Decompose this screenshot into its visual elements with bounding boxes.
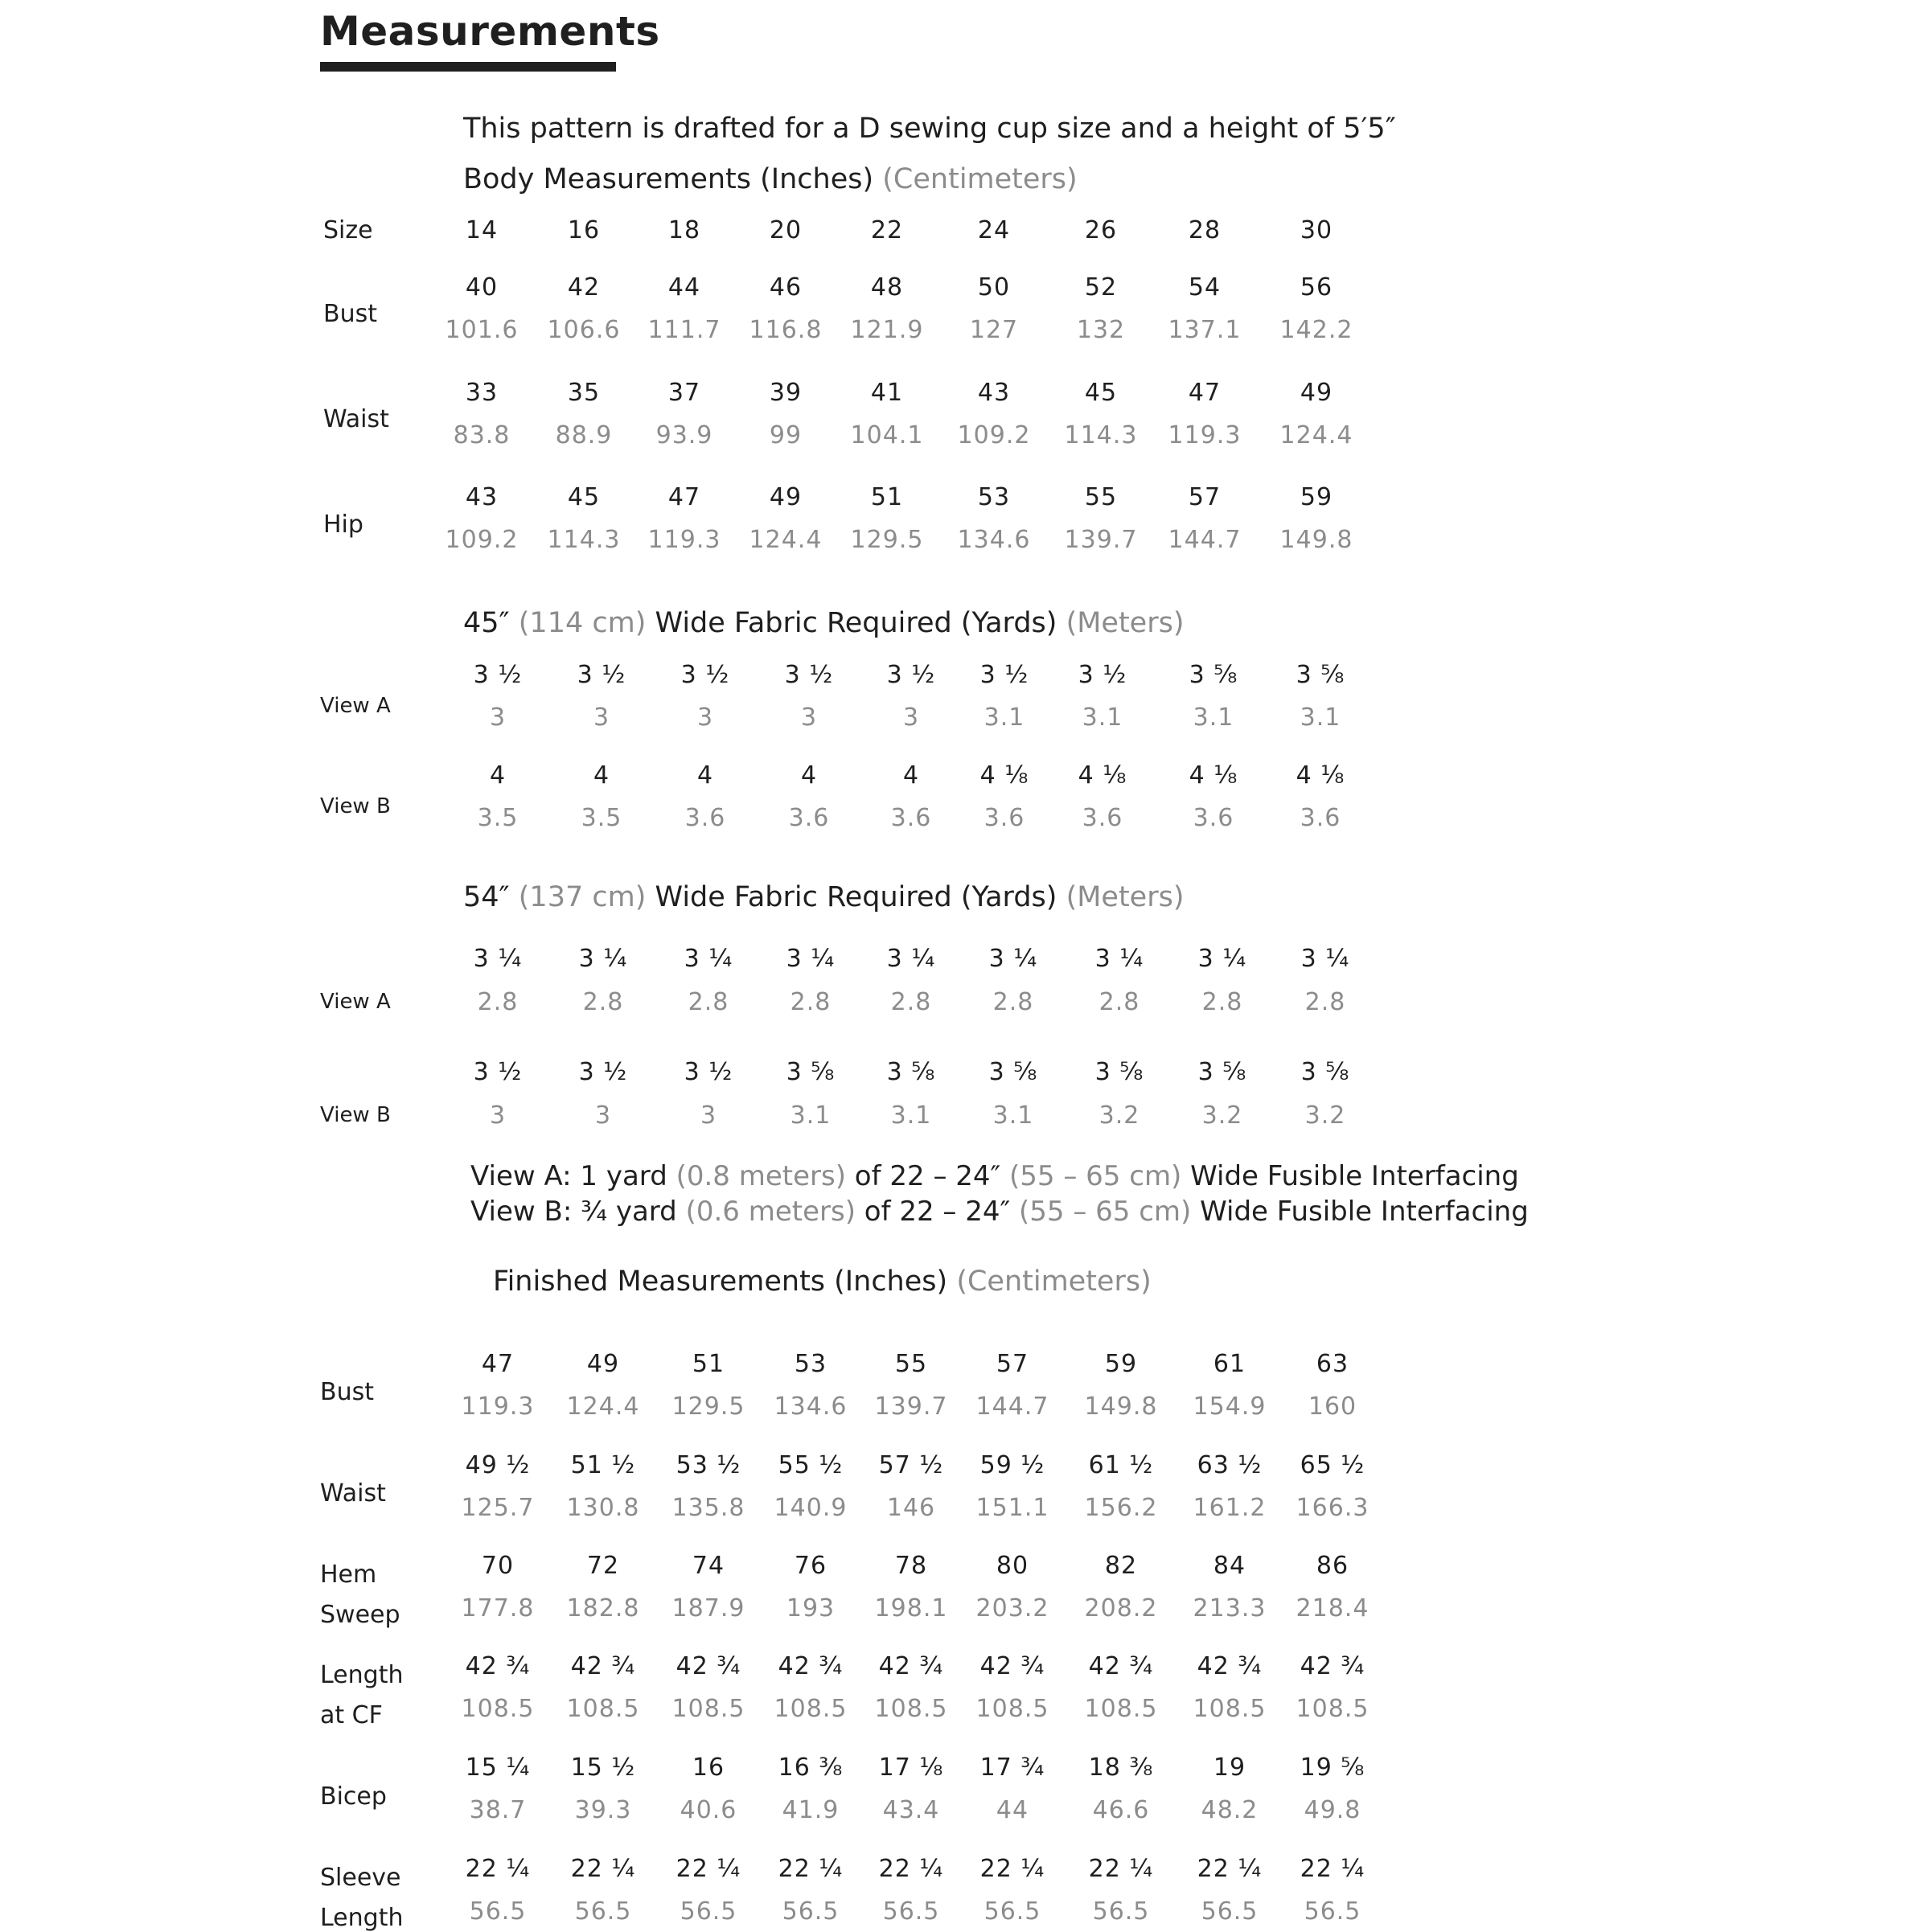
fabric-width: 45″: [463, 607, 510, 639]
fabric-width: 54″: [463, 881, 510, 913]
body-value-inches: 45: [567, 483, 601, 511]
fabric45-meters: 3.6: [1082, 804, 1123, 832]
fabric54-meters: 3: [700, 1101, 717, 1130]
fabric54-yards: 3 ⅝: [1300, 1058, 1350, 1086]
finished-value-cm: 48.2: [1201, 1796, 1259, 1824]
fabric54-yards: 3 ⅝: [988, 1058, 1038, 1086]
finished-value-inches: 22 ¼: [570, 1855, 636, 1883]
fabric54-meters: 3.1: [890, 1101, 932, 1130]
body-value-cm: 114.3: [547, 526, 621, 554]
body-row-label: Hip: [323, 511, 363, 539]
body-measurements-heading: [463, 163, 1078, 195]
finished-value-cm: 203.2: [975, 1594, 1049, 1622]
finished-value-inches: 59: [1104, 1350, 1138, 1378]
finished-value-cm: 56.5: [882, 1897, 940, 1926]
finished-value-inches: 42 ¾: [1300, 1652, 1365, 1680]
finished-value-inches: 16: [692, 1754, 725, 1782]
body-value-inches: 44: [667, 273, 701, 301]
finished-value-inches: 15 ½: [570, 1754, 636, 1782]
finished-value-inches: 80: [996, 1552, 1029, 1580]
finished-value-inches: 51 ½: [570, 1451, 636, 1479]
fabric45-meters: 3.1: [983, 703, 1025, 732]
interfacing-amount: View A: 1 yard: [470, 1160, 667, 1192]
fabric45-meters: 3.6: [890, 804, 932, 832]
fabric54-yards: 3 ½: [473, 1058, 523, 1086]
fabric54-yards: 3 ½: [684, 1058, 733, 1086]
body-value-inches: 56: [1300, 273, 1333, 301]
fabric45-yards: 3 ½: [680, 661, 730, 689]
finished-value-inches: 51: [692, 1350, 725, 1378]
fabric54-meters: 2.8: [582, 988, 624, 1016]
body-value-cm: 99: [769, 421, 803, 449]
finished-value-cm: 151.1: [975, 1494, 1049, 1522]
size-label: Size: [323, 216, 373, 244]
fabric54-meters: 2.8: [890, 988, 932, 1016]
finished-row-label-line2: Length: [320, 1904, 404, 1932]
fabric45-yards: 3 ½: [577, 661, 626, 689]
fabric45-yards: 4: [489, 761, 507, 790]
finished-value-inches: 59 ½: [979, 1451, 1045, 1479]
fabric45-yards: 3 ½: [979, 661, 1029, 689]
fabric45-yards: 4 ⅛: [1078, 761, 1127, 790]
interfacing-width: of 22 – 24″: [864, 1196, 1011, 1228]
fabric45-meters: 3: [902, 703, 920, 732]
finished-value-inches: 82: [1104, 1552, 1138, 1580]
fabric45-heading: [463, 607, 1185, 639]
finished-value-cm: 177.8: [461, 1594, 535, 1622]
heading-gray: (Meters): [1066, 607, 1185, 639]
body-value-inches: 50: [977, 273, 1011, 301]
fabric54-meters: 3: [594, 1101, 612, 1130]
fabric54-yards: 3 ¼: [1197, 945, 1247, 973]
body-value-cm: 93.9: [655, 421, 713, 449]
size-value: 22: [870, 216, 904, 244]
body-value-cm: 129.5: [850, 526, 924, 554]
fabric45-meters: 3.6: [1193, 804, 1234, 832]
fabric45-view-label: View A: [320, 694, 391, 718]
fabric45-yards: 3 ⅝: [1189, 661, 1238, 689]
body-value-inches: 52: [1084, 273, 1118, 301]
fabric45-meters: 3: [800, 703, 818, 732]
finished-value-inches: 42 ¾: [1088, 1652, 1154, 1680]
fabric54-heading: [463, 881, 1185, 913]
fabric54-yards: 3 ⅝: [1094, 1058, 1144, 1086]
finished-value-cm: 56.5: [574, 1897, 632, 1926]
finished-value-cm: 40.6: [680, 1796, 737, 1824]
finished-value-inches: 63: [1316, 1350, 1349, 1378]
fabric54-yards: 3 ¼: [578, 945, 628, 973]
finished-value-cm: 39.3: [574, 1796, 632, 1824]
heading-main: Wide Fabric Required (Yards): [655, 607, 1057, 639]
heading-main: Body Measurements (Inches): [463, 163, 874, 195]
fabric54-meters: 2.8: [688, 988, 729, 1016]
finished-value-inches: 22 ¼: [1197, 1855, 1263, 1883]
finished-value-inches: 61: [1213, 1350, 1246, 1378]
fabric54-yards: 3 ⅝: [1197, 1058, 1247, 1086]
finished-value-inches: 53 ½: [676, 1451, 741, 1479]
fabric45-yards: 4: [696, 761, 714, 790]
body-value-inches: 59: [1300, 483, 1333, 511]
fabric45-meters: 3.5: [477, 804, 519, 832]
fabric54-meters: 3.2: [1098, 1101, 1140, 1130]
finished-value-cm: 119.3: [461, 1393, 535, 1421]
heading-gray: (Centimeters): [882, 163, 1078, 195]
fabric45-meters: 3.6: [684, 804, 726, 832]
finished-value-cm: 56.5: [1201, 1897, 1259, 1926]
body-value-cm: 116.8: [749, 316, 823, 344]
fabric45-meters: 3.1: [1082, 703, 1123, 732]
body-value-inches: 49: [769, 483, 803, 511]
size-value: 16: [567, 216, 601, 244]
finished-value-inches: 42 ¾: [778, 1652, 844, 1680]
interfacing-amount-metric: (0.6 meters): [685, 1196, 856, 1228]
finished-value-cm: 135.8: [671, 1494, 745, 1522]
fabric54-yards: 3 ¼: [988, 945, 1038, 973]
finished-value-inches: 42 ¾: [570, 1652, 636, 1680]
finished-value-inches: 49 ½: [465, 1451, 531, 1479]
body-value-inches: 53: [977, 483, 1011, 511]
finished-value-cm: 154.9: [1193, 1393, 1267, 1421]
body-value-cm: 121.9: [850, 316, 924, 344]
fabric54-view-label: View B: [320, 1103, 391, 1127]
finished-value-cm: 43.4: [882, 1796, 940, 1824]
finished-row-label-line2: Sweep: [320, 1601, 400, 1629]
finished-value-inches: 78: [894, 1552, 928, 1580]
finished-measurements-heading: [493, 1265, 1152, 1298]
finished-value-cm: 108.5: [774, 1695, 848, 1723]
finished-value-inches: 16 ⅜: [778, 1754, 844, 1782]
body-value-cm: 114.3: [1064, 421, 1138, 449]
body-value-cm: 109.2: [445, 526, 519, 554]
fabric54-meters: 3.1: [992, 1101, 1034, 1130]
finished-value-inches: 22 ¼: [1088, 1855, 1154, 1883]
fabric45-meters: 3: [696, 703, 714, 732]
page-title: Measurements: [320, 8, 660, 55]
body-value-cm: 119.3: [647, 526, 721, 554]
finished-value-cm: 108.5: [566, 1695, 640, 1723]
body-value-cm: 144.7: [1168, 526, 1242, 554]
finished-value-cm: 198.1: [874, 1594, 948, 1622]
fabric45-yards: 3 ⅝: [1296, 661, 1345, 689]
finished-value-inches: 65 ½: [1300, 1451, 1365, 1479]
body-value-cm: 101.6: [445, 316, 519, 344]
finished-value-cm: 44: [996, 1796, 1029, 1824]
fabric54-meters: 3.1: [790, 1101, 832, 1130]
fabric45-yards: 3 ½: [1078, 661, 1127, 689]
fabric54-yards: 3 ⅝: [886, 1058, 936, 1086]
finished-value-cm: 56.5: [469, 1897, 527, 1926]
finished-value-cm: 108.5: [874, 1695, 948, 1723]
fabric45-meters: 3.1: [1193, 703, 1234, 732]
fabric-width-cm: (137 cm): [518, 881, 647, 913]
finished-value-inches: 49: [586, 1350, 620, 1378]
finished-value-cm: 108.5: [461, 1695, 535, 1723]
fabric54-yards: 3 ¼: [786, 945, 836, 973]
size-value: 18: [667, 216, 701, 244]
finished-value-inches: 61 ½: [1088, 1451, 1154, 1479]
finished-value-cm: 56.5: [1092, 1897, 1150, 1926]
body-value-inches: 37: [667, 379, 701, 407]
fabric54-meters: 2.8: [790, 988, 832, 1016]
finished-value-cm: 208.2: [1084, 1594, 1158, 1622]
body-value-cm: 124.4: [1279, 421, 1353, 449]
fabric45-yards: 4: [902, 761, 920, 790]
body-value-cm: 119.3: [1168, 421, 1242, 449]
finished-value-cm: 41.9: [782, 1796, 840, 1824]
fabric54-yards: 3 ¼: [684, 945, 733, 973]
fabric45-meters: 3: [489, 703, 507, 732]
finished-value-inches: 47: [481, 1350, 515, 1378]
fabric54-yards: 3 ¼: [886, 945, 936, 973]
finished-row-label: Sleeve: [320, 1864, 401, 1892]
finished-value-inches: 22 ¼: [778, 1855, 844, 1883]
body-value-cm: 139.7: [1064, 526, 1138, 554]
fabric54-yards: 3 ¼: [473, 945, 523, 973]
fabric54-meters: 2.8: [1098, 988, 1140, 1016]
finished-value-cm: 108.5: [1296, 1695, 1369, 1723]
finished-value-cm: 108.5: [1084, 1695, 1158, 1723]
body-value-inches: 54: [1188, 273, 1222, 301]
body-value-cm: 83.8: [453, 421, 511, 449]
fabric45-meters: 3.5: [581, 804, 622, 832]
body-value-inches: 40: [465, 273, 499, 301]
fabric54-meters: 2.8: [992, 988, 1034, 1016]
finished-value-inches: 86: [1316, 1552, 1349, 1580]
body-value-inches: 41: [870, 379, 904, 407]
fabric45-yards: 4: [800, 761, 818, 790]
finished-value-cm: 108.5: [975, 1695, 1049, 1723]
heading-main: Wide Fabric Required (Yards): [655, 881, 1057, 913]
body-value-inches: 57: [1188, 483, 1222, 511]
body-value-cm: 124.4: [749, 526, 823, 554]
fabric-width-cm: (114 cm): [518, 607, 647, 639]
finished-value-inches: 15 ¼: [465, 1754, 531, 1782]
interfacing-type: Wide Fusible Interfacing: [1200, 1196, 1529, 1228]
finished-value-cm: 56.5: [680, 1897, 737, 1926]
body-value-inches: 42: [567, 273, 601, 301]
finished-value-inches: 22 ¼: [676, 1855, 741, 1883]
interfacing-view-b: [470, 1196, 1529, 1228]
finished-value-inches: 57: [996, 1350, 1029, 1378]
body-value-cm: 134.6: [957, 526, 1031, 554]
finished-row-label: Bicep: [320, 1782, 387, 1811]
finished-value-inches: 18 ⅜: [1088, 1754, 1154, 1782]
finished-value-cm: 182.8: [566, 1594, 640, 1622]
finished-value-cm: 146: [886, 1494, 936, 1522]
size-value: 28: [1188, 216, 1222, 244]
finished-value-cm: 156.2: [1084, 1494, 1158, 1522]
body-value-inches: 49: [1300, 379, 1333, 407]
finished-value-inches: 72: [586, 1552, 620, 1580]
fabric54-meters: 2.8: [1304, 988, 1346, 1016]
finished-value-inches: 57 ½: [878, 1451, 944, 1479]
fabric45-yards: 3 ½: [886, 661, 936, 689]
finished-row-label: Bust: [320, 1378, 374, 1406]
finished-value-cm: 218.4: [1296, 1594, 1369, 1622]
body-value-cm: 88.9: [555, 421, 613, 449]
finished-value-cm: 161.2: [1193, 1494, 1267, 1522]
heading-gray: (Centimeters): [956, 1265, 1152, 1298]
body-value-inches: 51: [870, 483, 904, 511]
finished-row-label-line2: at CF: [320, 1701, 383, 1729]
finished-value-cm: 108.5: [1193, 1695, 1267, 1723]
size-value: 26: [1084, 216, 1118, 244]
finished-value-inches: 74: [692, 1552, 725, 1580]
finished-value-cm: 166.3: [1296, 1494, 1369, 1522]
heading-gray: (Meters): [1066, 881, 1185, 913]
body-value-inches: 47: [1188, 379, 1222, 407]
heading-main: Finished Measurements (Inches): [493, 1265, 948, 1298]
title-underline: [320, 62, 616, 72]
fabric54-meters: 3.2: [1304, 1101, 1346, 1130]
finished-value-inches: 53: [794, 1350, 827, 1378]
size-value: 20: [769, 216, 803, 244]
fabric45-yards: 3 ½: [784, 661, 834, 689]
fabric45-meters: 3.6: [788, 804, 830, 832]
body-value-cm: 149.8: [1279, 526, 1353, 554]
fabric54-meters: 3.2: [1201, 1101, 1243, 1130]
fabric54-view-label: View A: [320, 990, 391, 1014]
fabric45-view-label: View B: [320, 794, 391, 818]
finished-value-inches: 17 ¾: [979, 1754, 1045, 1782]
finished-row-label: Length: [320, 1661, 404, 1689]
interfacing-width-metric: (55 – 65 cm): [1019, 1196, 1192, 1228]
body-value-cm: 127: [969, 316, 1019, 344]
body-value-inches: 33: [465, 379, 499, 407]
body-value-cm: 106.6: [547, 316, 621, 344]
body-value-inches: 46: [769, 273, 803, 301]
finished-row-label: Waist: [320, 1479, 386, 1507]
fabric54-meters: 2.8: [1201, 988, 1243, 1016]
body-value-cm: 104.1: [850, 421, 924, 449]
fabric45-yards: 3 ½: [473, 661, 523, 689]
finished-value-inches: 84: [1213, 1552, 1246, 1580]
body-value-cm: 111.7: [647, 316, 721, 344]
finished-value-cm: 144.7: [975, 1393, 1049, 1421]
finished-value-inches: 63 ½: [1197, 1451, 1263, 1479]
finished-value-cm: 193: [786, 1594, 836, 1622]
size-value: 14: [465, 216, 499, 244]
fabric45-meters: 3.6: [1300, 804, 1341, 832]
finished-value-inches: 42 ¾: [1197, 1652, 1263, 1680]
body-value-cm: 142.2: [1279, 316, 1353, 344]
finished-value-cm: 140.9: [774, 1494, 848, 1522]
finished-value-inches: 42 ¾: [979, 1652, 1045, 1680]
finished-value-cm: 129.5: [671, 1393, 745, 1421]
finished-value-inches: 42 ¾: [465, 1652, 531, 1680]
finished-value-cm: 124.4: [566, 1393, 640, 1421]
size-value: 30: [1300, 216, 1333, 244]
body-value-inches: 48: [870, 273, 904, 301]
finished-value-inches: 55: [894, 1350, 928, 1378]
fabric45-yards: 4 ⅛: [979, 761, 1029, 790]
body-value-inches: 47: [667, 483, 701, 511]
interfacing-width-metric: (55 – 65 cm): [1009, 1160, 1182, 1192]
body-value-cm: 137.1: [1168, 316, 1242, 344]
fabric45-meters: 3.6: [983, 804, 1025, 832]
finished-value-inches: 42 ¾: [878, 1652, 944, 1680]
fabric45-yards: 4: [593, 761, 610, 790]
body-row-label: Bust: [323, 300, 377, 328]
fabric54-yards: 3 ¼: [1300, 945, 1350, 973]
finished-value-cm: 46.6: [1092, 1796, 1150, 1824]
fabric45-meters: 3: [593, 703, 610, 732]
body-value-inches: 45: [1084, 379, 1118, 407]
body-value-inches: 43: [465, 483, 499, 511]
finished-value-cm: 149.8: [1084, 1393, 1158, 1421]
finished-value-cm: 56.5: [1304, 1897, 1361, 1926]
finished-row-label: Hem: [320, 1561, 377, 1589]
finished-value-cm: 56.5: [782, 1897, 840, 1926]
body-value-inches: 39: [769, 379, 803, 407]
finished-value-cm: 108.5: [671, 1695, 745, 1723]
body-value-inches: 43: [977, 379, 1011, 407]
finished-value-inches: 76: [794, 1552, 827, 1580]
fabric54-meters: 3: [489, 1101, 507, 1130]
body-value-inches: 35: [567, 379, 601, 407]
finished-value-cm: 56.5: [983, 1897, 1041, 1926]
finished-value-inches: 22 ¼: [878, 1855, 944, 1883]
finished-value-inches: 17 ⅛: [878, 1754, 944, 1782]
interfacing-type: Wide Fusible Interfacing: [1190, 1160, 1519, 1192]
interfacing-view-a: [470, 1160, 1519, 1192]
interfacing-amount-metric: (0.8 meters): [676, 1160, 846, 1192]
finished-value-inches: 22 ¼: [1300, 1855, 1365, 1883]
finished-value-cm: 38.7: [469, 1796, 527, 1824]
fabric54-meters: 2.8: [477, 988, 519, 1016]
finished-value-inches: 22 ¼: [979, 1855, 1045, 1883]
interfacing-amount: View B: ¾ yard: [470, 1196, 677, 1228]
finished-value-inches: 55 ½: [778, 1451, 844, 1479]
fabric54-yards: 3 ½: [578, 1058, 628, 1086]
finished-value-inches: 42 ¾: [676, 1652, 741, 1680]
body-value-cm: 109.2: [957, 421, 1031, 449]
finished-value-inches: 70: [481, 1552, 515, 1580]
finished-value-cm: 134.6: [774, 1393, 848, 1421]
fabric54-yards: 3 ¼: [1094, 945, 1144, 973]
finished-value-cm: 125.7: [461, 1494, 535, 1522]
finished-value-inches: 19: [1213, 1754, 1246, 1782]
finished-value-cm: 49.8: [1304, 1796, 1361, 1824]
body-value-cm: 132: [1076, 316, 1126, 344]
finished-value-cm: 187.9: [671, 1594, 745, 1622]
fabric45-yards: 4 ⅛: [1296, 761, 1345, 790]
body-row-label: Waist: [323, 405, 389, 433]
finished-value-cm: 160: [1308, 1393, 1357, 1421]
finished-value-inches: 22 ¼: [465, 1855, 531, 1883]
finished-value-cm: 213.3: [1193, 1594, 1267, 1622]
fabric45-meters: 3.1: [1300, 703, 1341, 732]
fabric45-yards: 4 ⅛: [1189, 761, 1238, 790]
finished-value-cm: 139.7: [874, 1393, 948, 1421]
interfacing-width: of 22 – 24″: [854, 1160, 1001, 1192]
intro-text: This pattern is drafted for a D sewing cup size and a height of 5′5″: [463, 113, 1396, 145]
size-value: 24: [977, 216, 1011, 244]
body-value-inches: 55: [1084, 483, 1118, 511]
finished-value-inches: 19 ⅝: [1300, 1754, 1365, 1782]
fabric54-yards: 3 ⅝: [786, 1058, 836, 1086]
finished-value-cm: 130.8: [566, 1494, 640, 1522]
